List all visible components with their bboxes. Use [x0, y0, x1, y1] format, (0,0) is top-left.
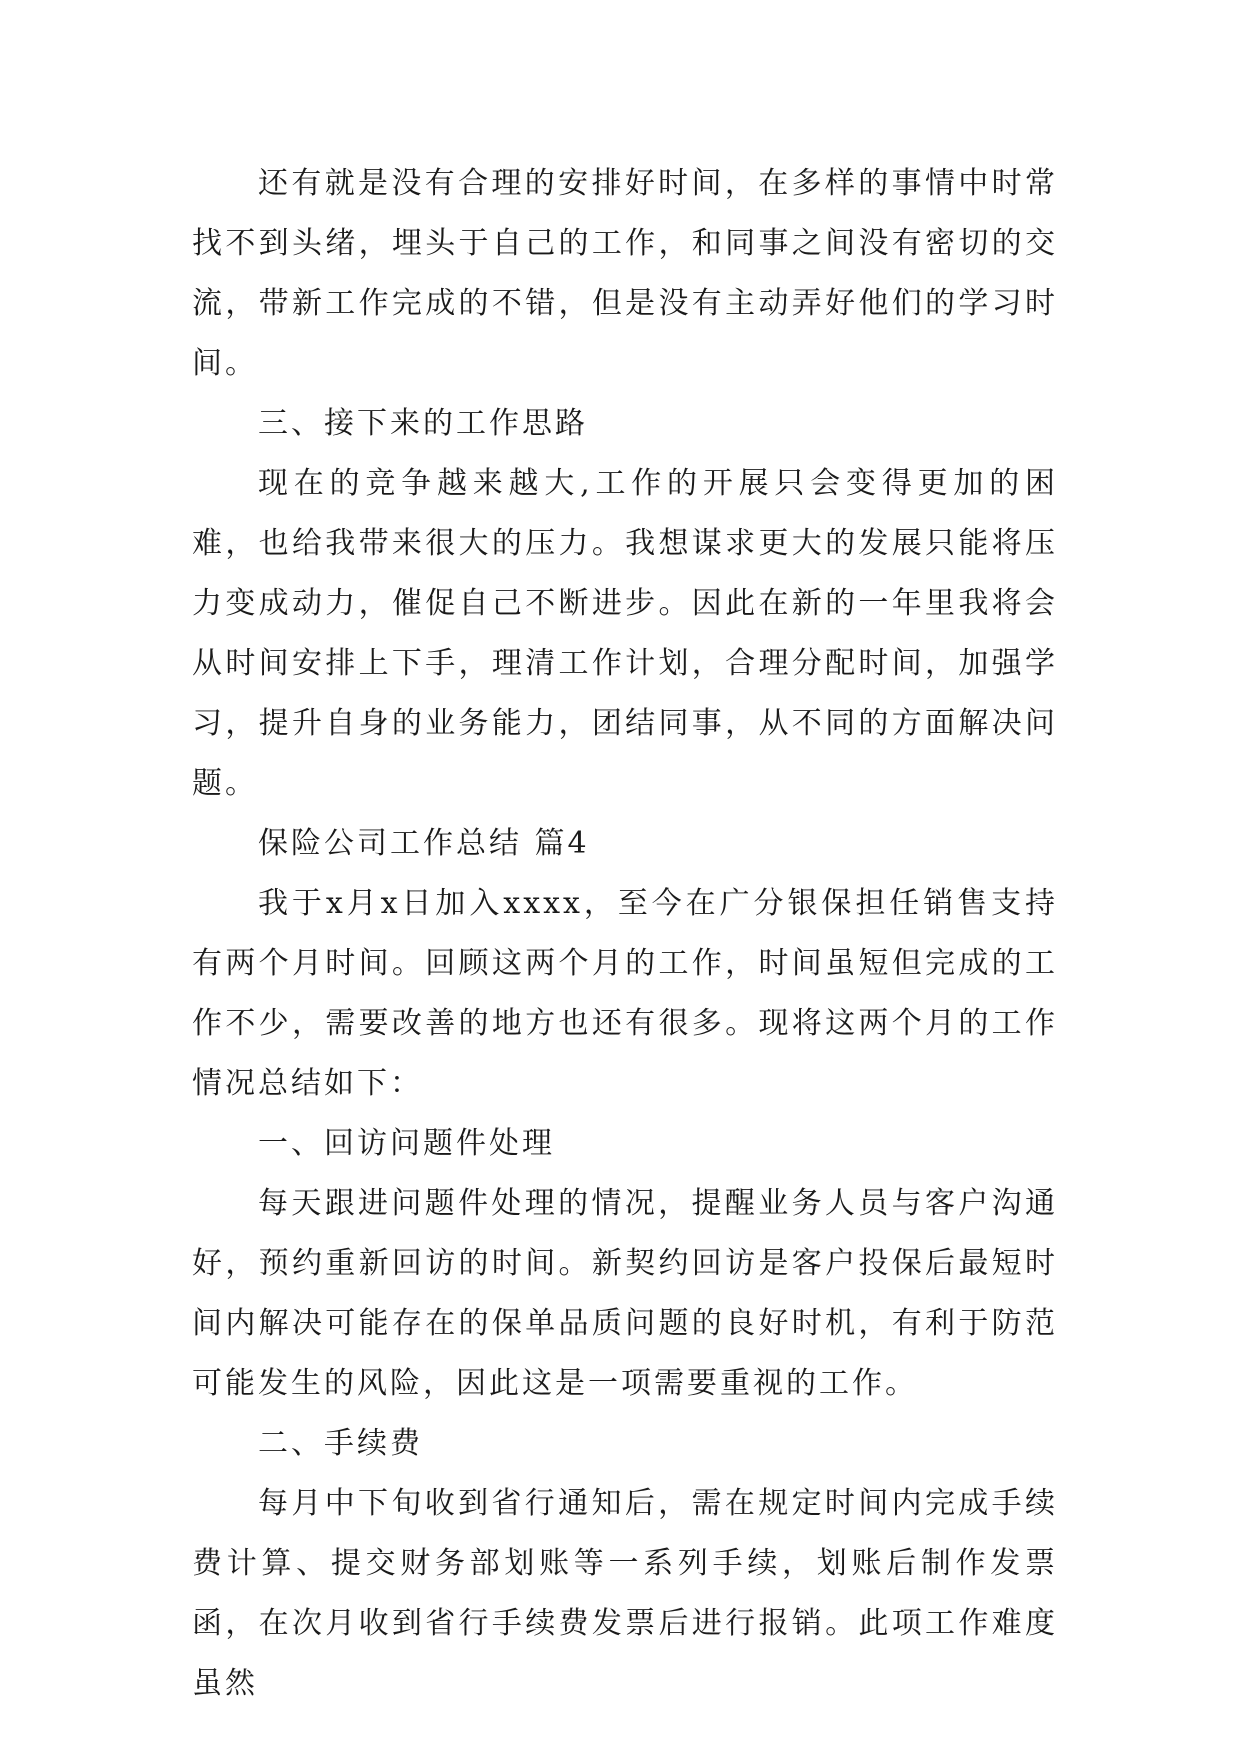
- paragraph-competition-pressure: 现在的竞争越来越大,工作的开展只会变得更加的困难，也给我带来很大的压力。我想谋求更大的发展只能将压力变成动力，催促自己不断进步。因此在新的一年里我将会从时间安排上下手，理清工作计划，合理分配时间，加强学习，提升自身的业务能力，团结同事，从不同的方面解决问题。: [192, 466, 1058, 801]
- heading-handling-fee: 二、手续费: [258, 1426, 423, 1461]
- paragraph-time-management: 还有就是没有合理的安排好时间，在多样的事情中时常找不到头绪，埋头于自己的工作，和同事之间没有密切的交流，带新工作完成的不错，但是没有主动弄好他们的学习时间。: [192, 166, 1058, 381]
- document-body: [192, 154, 1058, 1714]
- paragraph-return-visit-detail: 每天跟进问题件处理的情况，提醒业务人员与客户沟通好，预约重新回访的时间。新契约回访是客户投保后最短时间内解决可能存在的保单品质问题的良好时机，有利于防范可能发生的风险，因此这是一项需要重视的工作。: [192, 1186, 1058, 1401]
- heading-next-work-ideas: 三、接下来的工作思路: [258, 406, 588, 441]
- paragraph-joining-intro: 我于x月x日加入xxxx，至今在广分银保担任销售支持有两个月时间。回顾这两个月的工作，时间虽短但完成的工作不少，需要改善的地方也还有很多。现将这两个月的工作情况总结如下：: [192, 886, 1058, 1101]
- paragraph-handling-fee-detail: 每月中下旬收到省行通知后，需在规定时间内完成手续费计算、提交财务部划账等一系列手续，划账后制作发票函，在次月收到省行手续费发票后进行报销。此项工作难度虽然: [192, 1486, 1058, 1701]
- heading-summary-part-4: 保险公司工作总结 篇4: [258, 826, 590, 861]
- heading-return-visit-issues: 一、回访问题件处理: [258, 1126, 555, 1161]
